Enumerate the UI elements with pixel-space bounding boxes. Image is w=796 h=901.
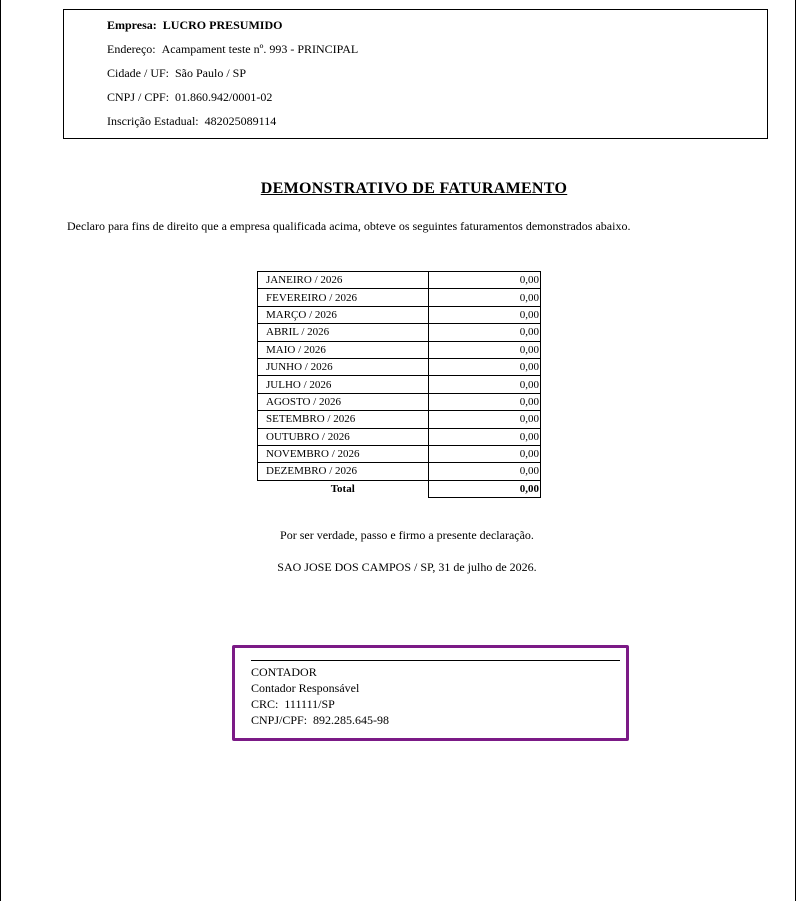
table-row — [258, 463, 541, 480]
company-ie-label: Inscrição Estadual: — [107, 114, 199, 128]
document-title: DEMONSTRATIVO DE FATURAMENTO — [260, 180, 568, 197]
month-cell: JUNHO / 2026 — [258, 358, 429, 375]
month-cell: MARÇO / 2026 — [258, 306, 429, 323]
month-cell: SETEMBRO / 2026 — [258, 411, 429, 428]
total-value: 0,00 — [429, 480, 541, 497]
value-cell: 0,00 — [429, 393, 541, 410]
value-cell: 0,00 — [429, 306, 541, 323]
signature-box — [232, 645, 629, 741]
company-info-box — [63, 9, 768, 139]
company-address-value: Acampament teste nº. 993 - PRINCIPAL — [161, 42, 359, 56]
company-city-value: São Paulo / SP — [175, 66, 247, 80]
signature-line — [251, 660, 620, 661]
month-cell: MAIO / 2026 — [258, 341, 429, 358]
total-row — [258, 480, 541, 497]
total-label: Total — [330, 483, 355, 496]
accountant-cnpj-label: CNPJ/CPF: — [251, 713, 308, 727]
month-cell: FEVEREIRO / 2026 — [258, 289, 429, 306]
table-row — [258, 376, 541, 393]
company-name-value: LUCRO PRESUMIDO — [162, 18, 283, 32]
value-cell: 0,00 — [429, 272, 541, 289]
accountant-name: CONTADOR — [251, 665, 317, 679]
month-cell: DEZEMBRO / 2026 — [258, 463, 429, 480]
value-cell: 0,00 — [429, 289, 541, 306]
month-cell: NOVEMBRO / 2026 — [258, 445, 429, 462]
value-cell: 0,00 — [429, 376, 541, 393]
company-name-line — [107, 18, 282, 33]
month-cell: JANEIRO / 2026 — [258, 272, 429, 289]
table-row — [258, 341, 541, 358]
company-cnpj-value: 01.860.942/0001-02 — [175, 90, 273, 104]
table-row — [258, 428, 541, 445]
table-row — [258, 445, 541, 462]
month-cell: OUTUBRO / 2026 — [258, 428, 429, 445]
value-cell: 0,00 — [429, 341, 541, 358]
accountant-crc-line — [251, 697, 335, 712]
company-cnpj-label: CNPJ / CPF: — [107, 90, 170, 104]
company-ie-line — [107, 114, 276, 129]
company-address-label: Endereço: — [107, 42, 156, 56]
value-cell: 0,00 — [429, 411, 541, 428]
table-row — [258, 306, 541, 323]
intro-paragraph: Declaro para fins de direito que a empresa qualificada acima, obteve os seguintes faturamentos demonstrados abaixo. — [67, 219, 631, 233]
accountant-role: Contador Responsável — [251, 681, 360, 695]
value-cell: 0,00 — [429, 358, 541, 375]
month-cell: AGOSTO / 2026 — [258, 393, 429, 410]
company-city-label: Cidade / UF: — [107, 66, 169, 80]
company-ie-value: 482025089114 — [204, 114, 277, 128]
company-cnpj-line — [107, 90, 272, 105]
accountant-crc-value: 111111/SP — [284, 697, 335, 711]
table-row — [258, 272, 541, 289]
table-row — [258, 289, 541, 306]
month-cell: ABRIL / 2026 — [258, 324, 429, 341]
value-cell: 0,00 — [429, 445, 541, 462]
company-address-line — [107, 42, 358, 57]
value-cell: 0,00 — [429, 428, 541, 445]
value-cell: 0,00 — [429, 463, 541, 480]
place-date-text: SAO JOSE DOS CAMPOS / SP, 31 de julho de 2026. — [277, 560, 537, 574]
table-row — [258, 393, 541, 410]
table-row — [258, 411, 541, 428]
accountant-crc-label: CRC: — [251, 697, 279, 711]
month-cell: JULHO / 2026 — [258, 376, 429, 393]
table-row — [258, 324, 541, 341]
accountant-cnpj-value: 892.285.645-98 — [313, 713, 390, 727]
accountant-cnpj-line — [251, 713, 389, 728]
declaration-text: Por ser verdade, passo e firmo a presente declaração. — [280, 528, 534, 542]
table-row — [258, 358, 541, 375]
company-city-line — [107, 66, 246, 81]
value-cell: 0,00 — [429, 324, 541, 341]
company-name-label: Empresa: — [107, 18, 157, 32]
billing-table — [257, 271, 541, 498]
